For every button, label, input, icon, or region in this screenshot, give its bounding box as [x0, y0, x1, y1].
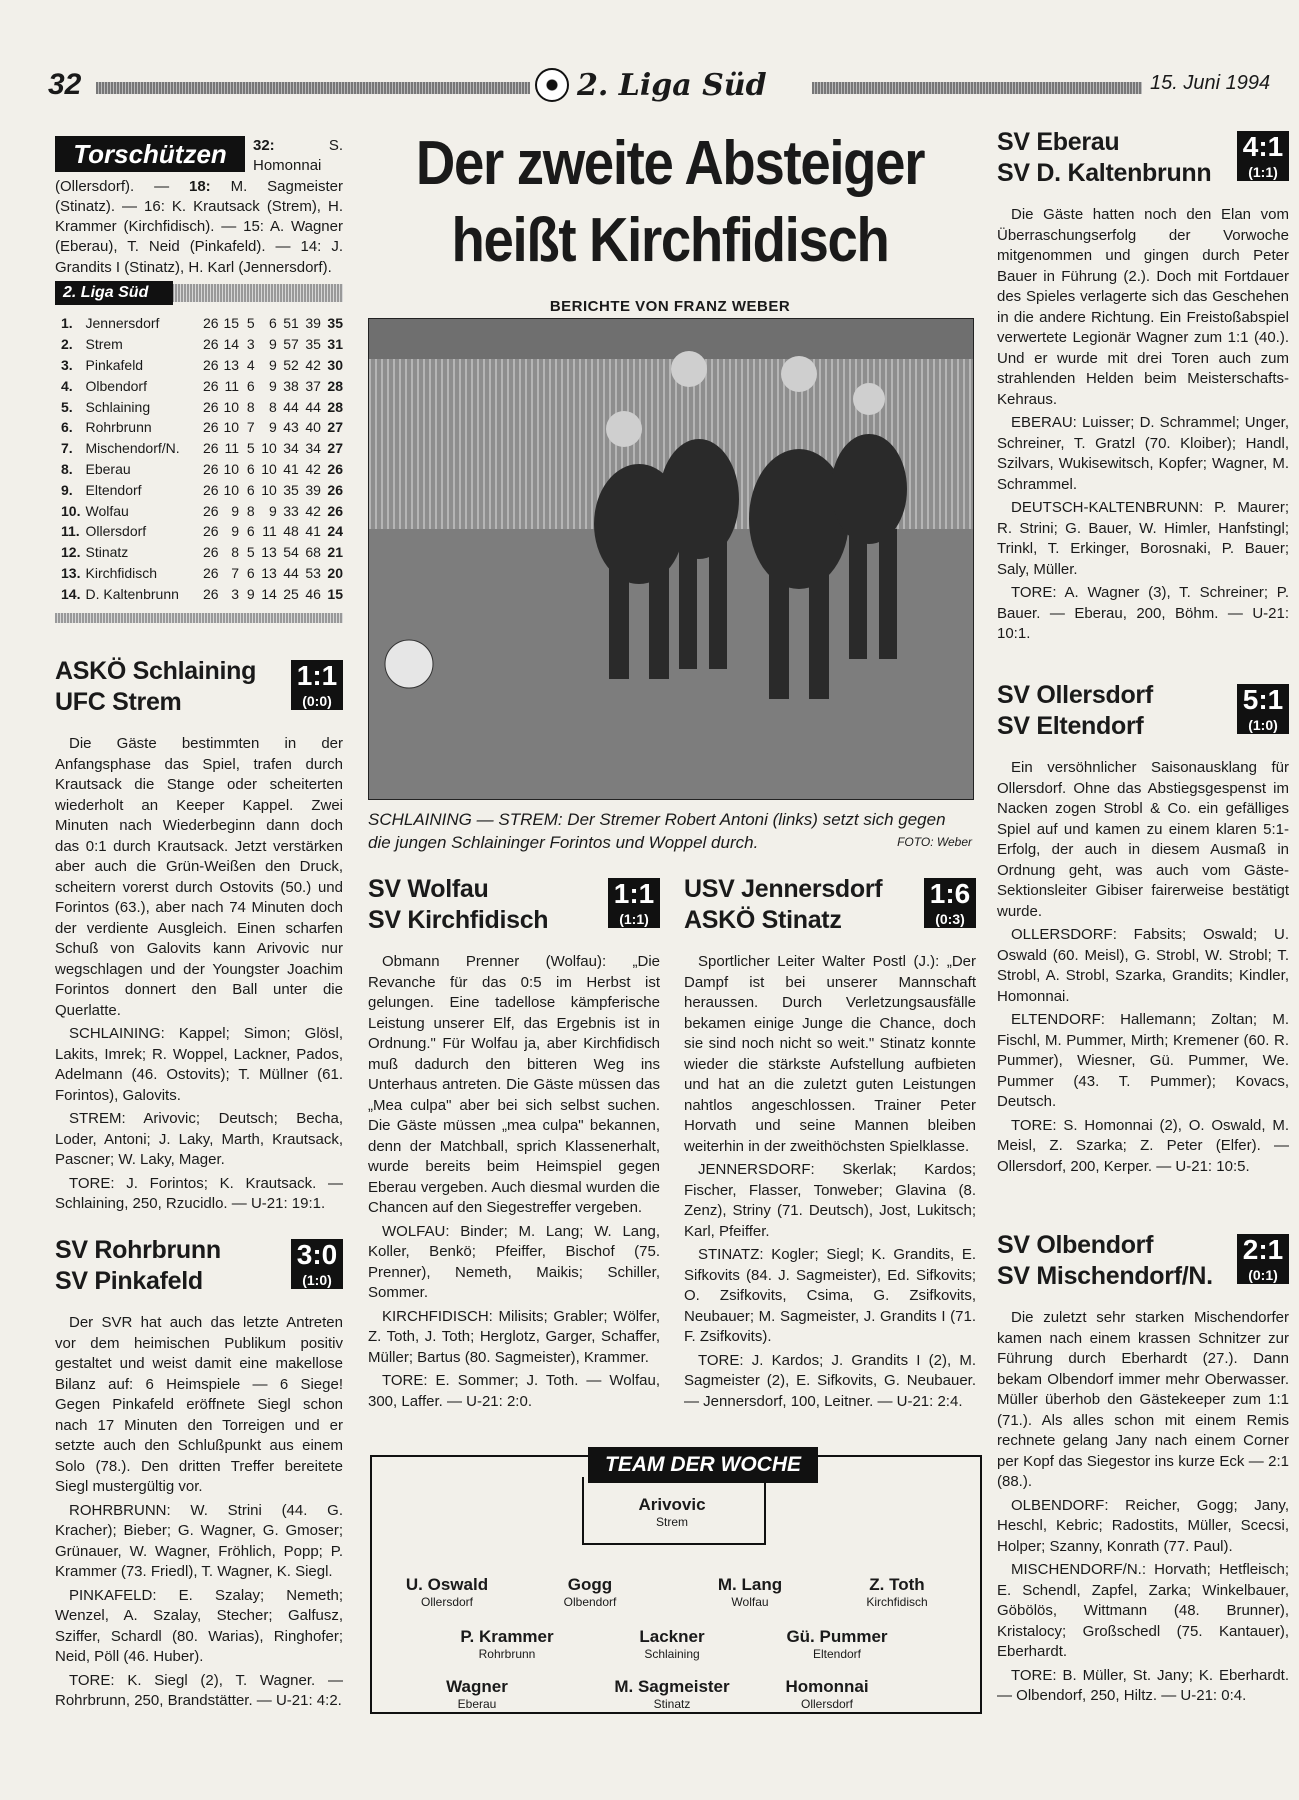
- cell-gf: 34: [283, 440, 299, 457]
- cell-gf: 44: [283, 564, 299, 581]
- cell-gf: 44: [283, 398, 299, 415]
- team-player: [402, 1677, 552, 1712]
- cell-pos: 12.: [61, 544, 81, 561]
- section-logo: [535, 68, 805, 102]
- match-score: [1237, 684, 1289, 734]
- table-row: [61, 459, 343, 480]
- cell-ga: 46: [305, 585, 321, 602]
- player-name: Gogg: [567, 1575, 613, 1594]
- cell-d: 7: [246, 419, 255, 436]
- score-final: 2:1: [1242, 1234, 1284, 1265]
- score-final: 3:0: [296, 1239, 338, 1270]
- match-report: Der SVR hat auch das letzte Antreten vor dem heimischen Publikum positiv gestaltet und weist damit eine makellose Bilanz auf: 6 Heimspiele — 6 Siege! Gegen Pinkafeld eröffnete Siegl schon nach 17 Minuten den Torreigen und er setzte auch den Schlußpunkt aus einem Solo (78.). Den dritten Treffer bereitete Siegl mustergültig vor.: [55, 1314, 343, 1495]
- score-final: 1:6: [929, 878, 971, 909]
- cell-team: Schlaining: [85, 398, 151, 415]
- photo-illustration: [369, 319, 973, 799]
- cell-team: Ollersdorf: [85, 523, 147, 540]
- cell-ga: 35: [305, 336, 321, 353]
- player-name: Wagner: [446, 1677, 508, 1696]
- player-club: Schlaining: [644, 1647, 700, 1661]
- cell-l: 9: [268, 419, 277, 436]
- page-number: 32: [48, 68, 82, 101]
- cell-w: 11: [224, 377, 240, 394]
- section-title: 2. Liga Süd: [577, 67, 767, 103]
- cell-pts: 27: [327, 440, 343, 457]
- score-final: 5:1: [1242, 684, 1284, 715]
- cell-w: 14: [223, 336, 240, 353]
- cell-g: 26: [202, 585, 219, 602]
- score-final: 4:1: [1242, 131, 1284, 162]
- cell-g: 26: [202, 419, 219, 436]
- cell-pos: 9.: [61, 481, 73, 498]
- table-row: [61, 563, 343, 584]
- issue-date: 15. Juni 1994: [1150, 72, 1271, 94]
- cell-d: 6: [246, 377, 255, 394]
- photo-credit: FOTO: Weber: [897, 835, 972, 849]
- headline-line2: heißt Kirchfidisch: [451, 206, 889, 275]
- cell-l: 9: [268, 336, 277, 353]
- cell-ga: 41: [305, 523, 321, 540]
- cell-g: 26: [202, 481, 219, 498]
- match-score: [1237, 131, 1289, 181]
- cell-pos: 14.: [61, 585, 81, 602]
- player-club: Rohrbrunn: [478, 1647, 536, 1661]
- table-row: [61, 479, 343, 500]
- match-photo: [368, 318, 974, 800]
- goals-summary: TORE: A. Wagner (3), T. Schreiner; P. Bauer. — Eberau, 200, Böhm. — U-21: 10:1.: [997, 584, 1289, 642]
- cell-pts: 20: [327, 564, 343, 581]
- cell-g: 26: [202, 315, 219, 332]
- table-row: [61, 334, 343, 355]
- lineup-away: DEUTSCH-KALTENBRUNN: P. Maurer; R. Strini; G. Bauer, W. Himler, Hanfstingl; Trinkl, T. Erkinger, Borosnaki, P. Bauer; Saly, Müller.: [997, 499, 1289, 578]
- cell-g: 26: [202, 356, 219, 373]
- match-away: SV D. Kaltenbrunn: [997, 159, 1212, 187]
- cell-gf: 25: [283, 585, 299, 602]
- cell-g: 26: [202, 523, 219, 540]
- match-away: UFC Strem: [55, 688, 182, 716]
- player-club: Eberau: [457, 1697, 497, 1711]
- cell-gf: 51: [283, 315, 299, 332]
- match-wolfau-kirchfidisch: [368, 874, 660, 1415]
- cell-g: 26: [202, 398, 219, 415]
- match-report: Sportlicher Leiter Walter Postl (J.): „Der Dampf ist bei unserer Mannschaft heraussen. Durch Verletzungsausfälle bekamen einige Junge die Chance, doch sie sind noch nicht so weit." Stinatz konnte wieder die stärkste Aufstellung aufbieten und hat an die zuletzt guten Leistungen nahtlos angeschlossen. Trainer Peter Horvath und seine Mannen bleiben weiterhin in der zweithöchsten Spielklasse.: [684, 953, 976, 1155]
- match-away: SV Pinkafeld: [55, 1267, 203, 1295]
- score-half: (0:0): [302, 693, 332, 709]
- player-club: Strem: [655, 1515, 688, 1529]
- match-away: SV Eltendorf: [997, 712, 1144, 740]
- team-player: [597, 1627, 747, 1662]
- score-half: (1:0): [302, 1272, 332, 1288]
- team-player: [752, 1677, 902, 1712]
- cell-gf: 52: [283, 356, 299, 373]
- cell-gf: 41: [283, 460, 299, 477]
- cell-pts: 26: [327, 460, 343, 477]
- player-name: Gü. Pummer: [786, 1627, 888, 1646]
- player-club: Olbendorf: [563, 1595, 617, 1609]
- cell-w: 9: [231, 523, 240, 540]
- player-club: Ollersdorf: [420, 1595, 473, 1609]
- player-name: P. Krammer: [460, 1627, 554, 1646]
- match-score: [291, 1239, 343, 1289]
- match-away: ASKÖ Stinatz: [684, 906, 842, 934]
- table-row: [61, 355, 343, 376]
- player-name: Lackner: [639, 1627, 705, 1646]
- lineup-away: STREM: Arivovic; Deutsch; Becha, Loder, Antoni; J. Laky, Marth, Krautsack, Pascner; W. Laky, Mager.: [55, 1110, 343, 1168]
- cell-pts: 28: [327, 398, 343, 415]
- cell-gf: 57: [283, 336, 299, 353]
- match-home: SV Olbendorf: [997, 1231, 1154, 1259]
- lineup-home: OLLERSDORF: Fabsits; Oswald; U. Oswald (60. Meisl), G. Strobl, W. Strobl; T. Strobl, A. Strobl, Szarka, Grandits; Kindler, Homonnai.: [997, 926, 1289, 1005]
- table-row: [61, 375, 343, 396]
- goals-summary: TORE: E. Sommer; J. Toth. — Wolfau, 300, Laffer. — U-21: 2:0.: [368, 1372, 660, 1410]
- cell-pts: 26: [327, 481, 343, 498]
- cell-w: 10: [223, 419, 240, 436]
- match-away: SV Mischendorf/N.: [997, 1262, 1213, 1290]
- score-final: 1:1: [296, 660, 338, 691]
- cell-g: 26: [202, 460, 219, 477]
- cell-team: Kirchfidisch: [85, 564, 158, 581]
- scorers-text-rest: M. Sagmeister (Stinatz). — 16: K. Krautsack (Strem), H. Krammer (Kirchfidisch). — 15: A. Wagner (Eberau), T. Neid (Pinkafeld). — 14: J. Grandits I (Stinatz), H. Karl (Jennersdorf).: [55, 177, 344, 276]
- cell-team: Jennersdorf: [85, 315, 160, 332]
- lineup-away: KIRCHFIDISCH: Milisits; Grabler; Wölfer, Z. Toth, J. Toth; Herglotz, Garger, Schaffer, Müller; Bartus (80. Sagmeister), Krammer.: [368, 1307, 660, 1366]
- cell-d: 5: [246, 544, 255, 561]
- cell-d: 8: [246, 502, 255, 519]
- player-club: Stinatz: [653, 1697, 691, 1711]
- scorers-block: [55, 136, 343, 278]
- cell-team: Pinkafeld: [85, 356, 144, 373]
- table-row: [61, 542, 343, 563]
- cell-gf: 38: [283, 377, 299, 394]
- score-final: 1:1: [613, 878, 655, 909]
- score-half: (0:3): [935, 911, 965, 927]
- match-report: Die Gäste hatten noch den Elan vom Überraschungserfolg der Vorwoche mitgenommen und gingen durch Peter Bauer in Führung (2.). Doch mit Fortdauer des Spieles verlagerte sich das Geschehen in die andere Richtung. Ein Freistoßabspiel verwertete Legionär Wagner zum 1:1 (40.). Und er wurde mit drei Toren auch zum strahlenden Helden beim Meisterschafts-Kehraus.: [997, 206, 1289, 408]
- cell-l: 13: [261, 564, 277, 581]
- cell-pts: 26: [327, 502, 343, 519]
- cell-pts: 35: [327, 315, 343, 332]
- goals-summary: TORE: J. Kardos; J. Grandits I (2), M. Sagmeister (2), E. Sifkovits, G. Neubauer. — Jennersdorf, 100, Leitner. — U-21: 2:4.: [684, 1351, 976, 1410]
- cell-w: 3: [231, 585, 240, 602]
- table-row: [61, 500, 343, 521]
- byline: BERICHTE VON FRANZ WEBER: [549, 298, 791, 315]
- caption-text: SCHLAINING — STREM: Der Stremer Robert Antoni (links) setzt sich gegen die jungen Schlaininger Forintos und Woppel durch.: [368, 810, 946, 852]
- lineup-away: STINATZ: Kogler; Siegl; K. Grandits, E. Sifkovits (84. J. Sagmeister), Ed. Sifkovits; O. Zsifkovits, Csima, G. Zsifkovits, Neubauer; M. Sagmeister, J. Grandits I (71. F. Zsifkovits).: [684, 1246, 976, 1345]
- team-player: [822, 1575, 972, 1610]
- cell-pos: 4.: [61, 377, 73, 394]
- cell-pts: 21: [327, 544, 343, 561]
- cell-gf: 43: [283, 419, 299, 436]
- lineup-home: OLBENDORF: Reicher, Gogg; Jany, Heschl, Kebric; Radostits, Müller, Scecsi, Holper; Szanny, Konrath (77. Paul).: [997, 1496, 1289, 1555]
- match-home: SV Wolfau: [368, 875, 489, 903]
- cell-pts: 27: [327, 419, 343, 436]
- team-player: [597, 1677, 747, 1712]
- player-name: Z. Toth: [869, 1575, 925, 1594]
- cell-team: Strem: [85, 336, 123, 353]
- lineup-home: WOLFAU: Binder; M. Lang; W. Lang, Koller, Benkö; Pfeiffer, Bischof (75. Prenner), Nemeth, Maikis; Schiller, Sommer.: [368, 1222, 660, 1301]
- table-title: 2. Liga Süd: [55, 281, 173, 305]
- cell-d: 6: [246, 564, 255, 581]
- cell-pts: 31: [327, 336, 343, 353]
- table-row: [61, 438, 343, 459]
- cell-w: 15: [223, 315, 240, 332]
- cell-g: 26: [202, 440, 219, 457]
- cell-l: 6: [268, 315, 277, 332]
- cell-pos: 1.: [61, 315, 73, 332]
- match-report: Die Gäste bestimmten in der Anfangsphase das Spiel, trafen durch Krautsack die Stange oder scheiterten wiederholt an Keeper Kappel. Zwei Minuten nach Wiederbeginn dann doch das 0:1 durch Krautsack. Jetzt verstärken aber auch die Grün-Weißen den Druck, scheitern vorerst durch Ostovits (50.) und Forintos (63.), aber nach 74 Minuten doch der verdiente Ausgleich. Einen scharfen Schuß von Galovits kann Arivovic nur wegschlagen und der Youngster Joachim Forintos donnert den Ball unter die Querlatte.: [55, 735, 343, 1019]
- cell-pos: 8.: [61, 460, 73, 477]
- cell-ga: 39: [305, 315, 321, 332]
- score-half: (1:1): [1248, 164, 1278, 180]
- scorers-lead: 32:: [253, 137, 275, 154]
- header-rule-right: [812, 82, 1142, 94]
- cell-l: 9: [268, 377, 277, 394]
- cell-pts: 15: [327, 585, 343, 602]
- match-home: SV Rohrbrunn: [55, 1236, 221, 1264]
- cell-ga: 68: [305, 544, 321, 561]
- cell-l: 11: [262, 523, 277, 540]
- match-home: SV Ollersdorf: [997, 681, 1153, 709]
- cell-pos: 13.: [61, 564, 81, 581]
- lineup-away: ELTENDORF: Hallemann; Zoltan; M. Fischl, M. Pummer, Mirth; Kremener (60. R. Pummer), Wiesner, Gü. Pummer, We. Pummer (43. T. Pummer); Kovacs, Deutsch.: [997, 1011, 1289, 1110]
- goals-summary: TORE: S. Homonnai (2), O. Oswald, M. Meisl, Z. Szarka; Z. Peter (Elfer). — Ollersdorf, 200, Kerper. — U-21: 10:5.: [997, 1116, 1289, 1175]
- cell-pos: 10.: [61, 502, 81, 519]
- match-eberau-kaltenbrunn: [997, 127, 1289, 648]
- cell-d: 8: [246, 398, 255, 415]
- cell-d: 3: [246, 336, 255, 353]
- cell-g: 26: [202, 544, 219, 561]
- cell-team: D. Kaltenbrunn: [85, 585, 179, 602]
- team-player: [762, 1627, 912, 1662]
- cell-l: 8: [268, 398, 277, 415]
- cell-g: 26: [202, 336, 219, 353]
- lineup-home: ROHRBRUNN: W. Strini (44. G. Kracher); Bieber; G. Wagner, G. Gmoser; Grünauer, W. Wagner, Fröhlich, Popp; P. Krammer (73. Friedl), T. Wagner, K. Siegl.: [55, 1501, 343, 1580]
- scorers-title: Torschützen: [55, 136, 245, 172]
- cell-d: 5: [246, 315, 255, 332]
- cell-d: 6: [246, 523, 255, 540]
- match-ollersdorf-eltendorf: [997, 680, 1289, 1180]
- match-score: [924, 878, 976, 928]
- match-olbendorf-mischendorf: [997, 1230, 1289, 1710]
- cell-pos: 11.: [61, 523, 80, 540]
- cell-gf: 48: [283, 523, 299, 540]
- match-home: USV Jennersdorf: [684, 875, 883, 903]
- team-player: [372, 1575, 522, 1610]
- photo-caption: [368, 808, 972, 854]
- cell-team: Stinatz: [85, 544, 129, 561]
- player-name: M. Sagmeister: [614, 1677, 730, 1696]
- match-home: ASKÖ Schlaining: [55, 657, 257, 685]
- player-club: Kirchfidisch: [866, 1595, 928, 1609]
- player-club: Eltendorf: [812, 1647, 862, 1661]
- cell-pos: 5.: [61, 398, 73, 415]
- team-player: [597, 1495, 747, 1530]
- team-player: [675, 1575, 825, 1610]
- cell-w: 9: [231, 502, 240, 519]
- lineup-home: JENNERSDORF: Skerlak; Kardos; Fischer, Flasser, Tonweber; Glavina (8. Zenz), Striny (71. Deutsch), Jost, Lukitsch; Karl, Pfeiffer.: [684, 1161, 976, 1240]
- cell-pos: 6.: [61, 419, 73, 436]
- cell-pos: 7.: [61, 440, 73, 457]
- cell-d: 4: [246, 356, 255, 373]
- table-row: [61, 521, 343, 542]
- lineup-home: SCHLAINING: Kappel; Simon; Glösl, Lakits, Imrek; R. Woppel, Lackner, Pados, Adelmann (46. Ostovits); T. Müllner (61. Forintos), Galovits.: [55, 1025, 343, 1104]
- match-score: [1237, 1234, 1289, 1284]
- cell-ga: 40: [305, 419, 321, 436]
- cell-ga: 44: [305, 398, 321, 415]
- scorers-text-first: S. Homonnai (Ollersdorf). —: [55, 137, 343, 195]
- cell-ga: 34: [305, 440, 321, 457]
- cell-team: Eltendorf: [85, 481, 142, 498]
- match-rohrbrunn-pinkafeld: [55, 1235, 343, 1715]
- cell-ga: 53: [305, 564, 321, 581]
- cell-pos: 2.: [61, 336, 73, 353]
- team-of-the-week: [370, 1455, 982, 1714]
- cell-w: 8: [231, 544, 240, 561]
- match-report: Obmann Prenner (Wolfau): „Die Revanche für das 0:5 im Herbst ist gelungen. Eine tadellose kämpferische Leistung unserer Elf, das Ergebnis ist in Ordnung." Für Wolfau ja, aber Kirchfidisch muß dadurch den bitteren Weg ins Unterhaus antreten. Die Gäste müssen das „Mea culpa" aber bei sich selbst suchen. Die Gäste müssen „mea culpa" bekannen, denn der Matchball, sprich Klassenerhalt, wurde bereits beim Heimspiel gegen Eberau vergeben. Auch diesmal wurden die Chancen auf den Siegestreffer vergeben.: [368, 953, 660, 1216]
- cell-pts: 24: [327, 523, 343, 540]
- team-title: TEAM DER WOCHE: [588, 1447, 818, 1483]
- cell-d: 9: [246, 585, 255, 602]
- cell-gf: 33: [283, 502, 299, 519]
- table-row: [61, 583, 343, 604]
- table-row: [61, 396, 343, 417]
- cell-w: 10: [223, 398, 240, 415]
- cell-d: 6: [246, 481, 255, 498]
- cell-g: 26: [202, 377, 219, 394]
- match-score: [291, 660, 343, 710]
- score-half: (1:0): [1248, 717, 1278, 733]
- cell-team: Eberau: [85, 460, 131, 477]
- cell-l: 9: [268, 356, 277, 373]
- cell-w: 10: [223, 460, 240, 477]
- cell-d: 5: [246, 440, 255, 457]
- player-club: Ollersdorf: [800, 1697, 853, 1711]
- cell-l: 9: [268, 502, 277, 519]
- match-schlaining-strem: [55, 656, 343, 1218]
- cell-l: 13: [261, 544, 277, 561]
- table-row: [61, 417, 343, 438]
- cell-pos: 3.: [61, 356, 73, 373]
- main-headline: [397, 125, 943, 279]
- table-bottom-shade: [55, 613, 343, 623]
- cell-team: Olbendorf: [85, 377, 147, 394]
- cell-ga: 42: [305, 502, 321, 519]
- cell-l: 10: [261, 460, 277, 477]
- cell-team: Wolfau: [85, 502, 129, 519]
- match-home: SV Eberau: [997, 128, 1120, 156]
- cell-w: 13: [223, 356, 240, 373]
- match-report: Die zuletzt sehr starken Mischendorfer kamen nach einem krassen Schnitzer zur Führung durch Eberhardt (27.). Dann bekam Olbendorf immer mehr Oberwasser. Müller überhob den Gästekeeper zum 1:1 (71.). Als alles schon mit einem Remis rechnete gelang Jany nach einem Corner per Kopf das Siegestor ins kurze Eck — 2:1 (88.).: [997, 1309, 1289, 1490]
- cell-d: 6: [246, 460, 255, 477]
- cell-ga: 37: [305, 377, 321, 394]
- header-rule-left: [96, 82, 530, 94]
- cell-w: 7: [231, 564, 240, 581]
- cell-l: 14: [261, 585, 277, 602]
- cell-g: 26: [202, 564, 219, 581]
- cell-w: 11: [224, 440, 240, 457]
- headline-line1: Der zweite Absteiger: [415, 129, 925, 198]
- team-player: [515, 1575, 665, 1610]
- cell-gf: 54: [283, 544, 299, 561]
- cell-w: 10: [223, 481, 240, 498]
- cell-team: Rohrbrunn: [85, 419, 152, 436]
- cell-pts: 30: [327, 356, 343, 373]
- lineup-home: EBERAU: Luisser; D. Schrammel; Unger, Schreiner, T. Gratzl (70. Kloiber); Handl, Szilvars, Wukisewitsch, Kopfer; Wagner, M. Schrammel.: [997, 414, 1289, 493]
- player-name: U. Oswald: [405, 1575, 489, 1594]
- match-jennersdorf-stinatz: [684, 874, 976, 1415]
- lineup-away: PINKAFELD: E. Szalay; Nemeth; Wenzel, A. Szalay, Stecher; Galfusz, Sziffer, Schardl (80. Warias), Ringhofer; Neid, Pöll (46. Huber).: [55, 1586, 343, 1665]
- lineup-away: MISCHENDORF/N.: Horvath; Hetfleisch; E. Schendl, Zapfel, Zarka; Winkelbauer, Göbölös, Wittmann (48. Brunner), Kristalocy; Großschedl (75. Kantauer), Eberhardt.: [997, 1561, 1289, 1660]
- match-away: SV Kirchfidisch: [368, 906, 549, 934]
- cell-l: 10: [261, 481, 277, 498]
- goals-summary: TORE: B. Müller, St. Jany; K. Eberhardt. — Olbendorf, 250, Hiltz. — U-21: 0:4.: [997, 1666, 1289, 1704]
- cell-g: 26: [202, 502, 219, 519]
- goals-summary: TORE: K. Siegl (2), T. Wagner. — Rohrbrunn, 250, Brandstätter. — U-21: 4:2.: [55, 1671, 343, 1709]
- cell-ga: 39: [305, 481, 321, 498]
- scorers-18: 18:: [188, 177, 211, 195]
- team-player: [432, 1627, 582, 1662]
- soccer-ball-icon: [535, 68, 569, 102]
- cell-team: Mischendorf/N.: [85, 440, 180, 457]
- table-row: [61, 313, 343, 334]
- cell-gf: 35: [283, 481, 299, 498]
- cell-pts: 28: [327, 377, 343, 394]
- cell-ga: 42: [305, 356, 321, 373]
- player-name: M. Lang: [717, 1575, 783, 1594]
- match-score: [608, 878, 660, 928]
- cell-ga: 42: [305, 460, 321, 477]
- score-half: (0:1): [1248, 1267, 1278, 1283]
- score-half: (1:1): [619, 911, 649, 927]
- cell-l: 10: [261, 440, 277, 457]
- player-club: Wolfau: [731, 1595, 769, 1609]
- player-name: Homonnai: [785, 1677, 869, 1696]
- goals-summary: TORE: J. Forintos; K. Krautsack. — Schlaining, 250, Rzucidlo. — U-21: 19:1.: [55, 1174, 343, 1212]
- player-name: Arivovic: [638, 1495, 706, 1514]
- standings-table: [61, 313, 343, 604]
- match-report: Ein versöhnlicher Saisonausklang für Ollersdorf. Ohne das Abstiegsgespenst im Nacken zogen Strobl & Co. ein gefälliges Spiel auf und kamen zu einem klaren 5:1-Erfolg, der auch in diesem Ausmaß in Ordnung geht, was auch vom Gäste-Sektionsleiter Gibiser fairerweise bestätigt wurde.: [997, 759, 1289, 920]
